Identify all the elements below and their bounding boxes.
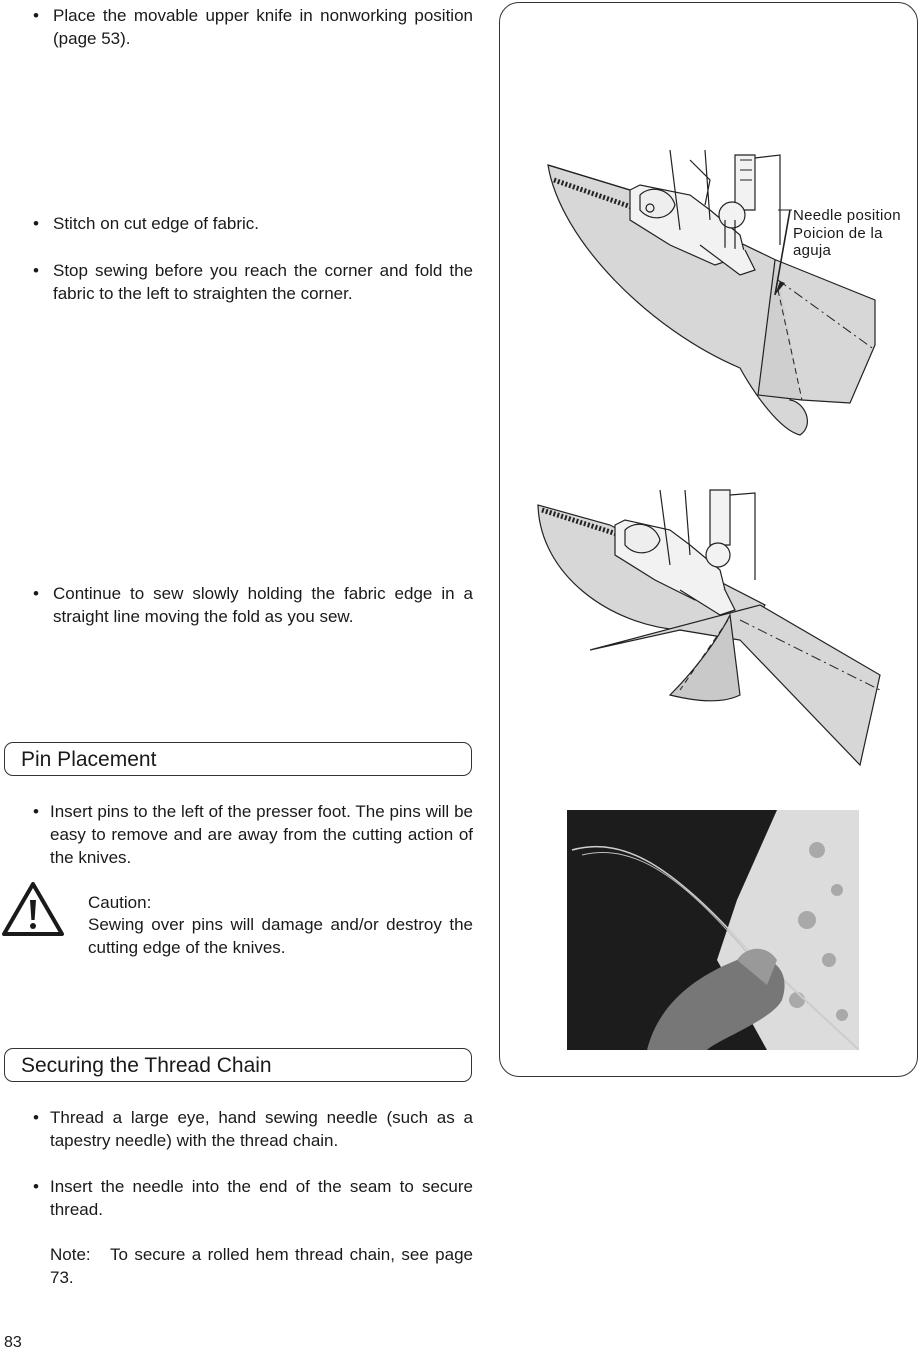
step-text: Thread a large eye, hand sewing needle (such as a tapestry needle) with the thread chain. — [50, 1108, 473, 1150]
note-text: To secure a rolled hem thread chain, see page 73. — [50, 1245, 473, 1287]
bullet: • — [33, 261, 39, 280]
section-heading-securing-thread-chain — [4, 1048, 472, 1082]
caution-warning-icon — [0, 880, 66, 938]
bullet: • — [33, 1177, 39, 1196]
step-text: Insert the needle into the end of the seam to secure thread. — [50, 1177, 473, 1219]
photo-needle-in-lace — [567, 810, 859, 1050]
step-text: Place the movable upper knife in nonworking position (page 53). — [53, 6, 473, 48]
step-text: Continue to sew slowly holding the fabric edge in a straight line moving the fold as you sew. — [53, 584, 473, 626]
bullet: • — [33, 802, 39, 821]
needle-position-label: Needle position — [793, 207, 901, 224]
illustration-continue-sewing — [530, 485, 890, 775]
pin-placement-text — [33, 800, 473, 869]
paragraph-text: Insert pins to the left of the presser foot. The pins will be easy to remove and are away from the cutting action of the knives. — [50, 802, 473, 867]
caution-title: Caution: — [88, 893, 152, 912]
illustration-fold-corner — [540, 150, 885, 440]
step-place-knife — [33, 4, 473, 50]
securing-note — [50, 1243, 473, 1289]
section-heading-text: Pin Placement — [21, 748, 157, 771]
step-text: Stitch on cut edge of fabric. — [53, 214, 260, 233]
bullet: • — [33, 6, 39, 25]
caution-text: Sewing over pins will damage and/or destroy the cutting edge of the knives. — [88, 915, 473, 957]
step-stop-and-fold — [33, 259, 473, 305]
securing-step-thread-needle — [33, 1106, 473, 1152]
needle-position-label-es-2: aguja — [793, 242, 832, 259]
note-label: Note: — [50, 1245, 91, 1264]
step-continue-sewing — [33, 582, 473, 628]
section-heading-pin-placement — [4, 742, 472, 776]
page-number: 83 — [4, 1334, 22, 1351]
step-text: Stop sewing before you reach the corner and fold the fabric to the left to straighten the corner. — [53, 261, 473, 303]
needle-position-label-es-1: Poicion de la — [793, 225, 883, 242]
bullet: • — [33, 584, 39, 603]
step-stitch-cut-edge — [33, 212, 473, 235]
section-heading-text: Securing the Thread Chain — [21, 1054, 272, 1077]
securing-step-insert-needle — [33, 1175, 473, 1221]
bullet: • — [33, 214, 39, 233]
bullet: • — [33, 1108, 39, 1127]
